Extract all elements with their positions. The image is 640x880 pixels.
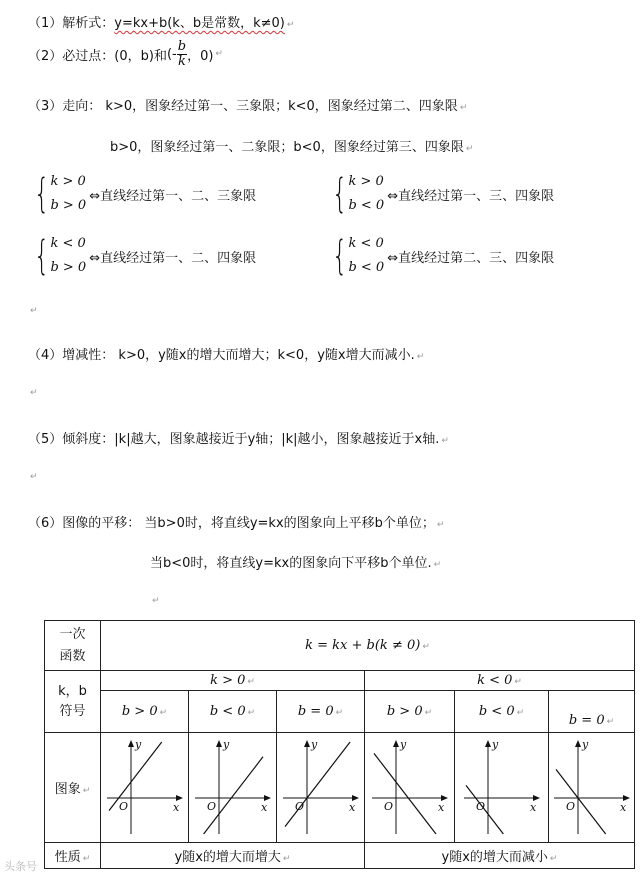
item-3-line2-row [110,136,473,155]
k-negative-cell [365,671,635,691]
b-cell [189,691,277,733]
function-line [466,785,503,834]
item-3-line1: k>0，图象经过第一、三象限；k<0，图象经过第二、四象限 [105,99,458,114]
item-2-open: (- [166,46,177,62]
paragraph-mark: ↵ [30,472,38,482]
b-positive-label: b > 0 [121,704,158,719]
graph [550,734,634,838]
paragraph-mark: ↵ [30,388,38,398]
item-2 [28,40,223,68]
b-positive-label: b > 0 [386,704,423,719]
fraction-numerator: b [177,39,187,54]
y-axis-label: y [310,737,317,751]
origin-label: O [118,799,128,813]
x-axis-label: x [529,800,536,814]
item-4-text: k>0，y随x的增大而增大；k<0，y随x增大而减小. [118,348,415,363]
b-zero-label: b = 0 [297,704,334,719]
x-axis-label: x [437,800,444,814]
b-cell [101,691,189,733]
item-6-line2: 当b<0时，将直线y=kx的图象向下平移b个单位. [150,556,432,571]
paragraph-mark: ↵ [416,352,425,362]
paragraph-mark: ↵ [247,708,256,718]
property-decreasing [365,843,635,869]
item-2-and: 和 [153,48,167,64]
y-axis-arrow-icon [216,740,222,747]
item-1 [28,12,294,31]
case-2-cond-b: b < 0 [348,198,385,213]
k-negative-label: k < 0 [477,673,513,688]
case-2-result: ⇔直线经过第一、三、四象限 [387,188,555,204]
item-2-point1: (0，b) [114,48,154,64]
property-increasing-label: y随x的增大而增大 [174,850,281,865]
item-5 [28,428,449,447]
paragraph-mark: ↵ [82,786,91,796]
item-2-fraction [177,40,187,68]
graph [191,734,275,838]
graph [103,734,187,838]
case-3-cond-k: k < 0 [50,236,86,251]
graph-cell [455,733,549,843]
case-4-cond-k: k < 0 [348,236,384,251]
watermark: 头条号 [4,860,37,873]
b-cell [549,691,635,733]
graph-cell [277,733,365,843]
case-2 [322,170,554,218]
table-formula: k = kx + b(k ≠ 0) [305,638,421,653]
paragraph-mark: ↵ [215,49,223,60]
origin-label: O [383,799,393,813]
table-row [45,671,635,691]
brace-icon: { [34,233,50,279]
function-line [203,756,262,833]
b-cell [365,691,455,733]
graph-cell [549,733,635,843]
b-negative-label: b < 0 [209,704,246,719]
item-5-label: （5）倾斜度： [28,432,115,447]
paragraph-mark: ↵ [30,306,38,316]
table-row [45,733,635,843]
table-row [45,843,635,869]
item-2-close: ，0) [187,48,214,64]
paragraph-mark: ↵ [282,854,291,864]
y-axis-arrow-icon [128,740,134,747]
item-2-label: （2）必过点： [28,48,115,64]
graph [460,734,544,838]
graph-cell [365,733,455,843]
y-axis-label: y [581,737,588,751]
y-axis-arrow-icon [485,740,491,747]
paragraph-mark: ↵ [436,520,445,530]
item-1-formula: y=kx+b(k、b是常数，k≠0) [114,16,285,31]
item-5-text: |k|越大，图象越接近于y轴；|k|越小，图象越接近于x轴. [114,432,440,447]
table-row [45,621,635,671]
header-function [45,621,101,671]
paragraph-mark: ↵ [424,708,433,718]
x-axis-label: x [260,800,267,814]
paragraph-mark: ↵ [286,20,295,30]
paragraph-mark: ↵ [441,436,449,446]
paragraph-mark: ↵ [549,854,558,864]
x-axis-label: x [619,800,626,814]
case-1-cond-b: b > 0 [50,198,87,213]
paragraph-mark: ↵ [465,144,474,154]
item-6 [28,512,444,531]
item-6-line1: 当b>0时，将直线y=kx的图象向上平移b个单位； [144,516,435,531]
header-graph-label: 图象 [54,782,81,797]
graph-cell [189,733,277,843]
table-row [45,691,635,733]
property-decreasing-label: y随x的增大而减小 [441,850,548,865]
header-function-label: 一次函数 [59,626,86,664]
header-property [45,843,101,869]
case-1 [24,170,256,218]
b-cell [277,691,365,733]
case-4 [322,232,554,280]
paragraph-mark: ↵ [433,560,442,570]
case-1-cond-k: k > 0 [50,174,86,189]
header-graph [45,733,101,843]
brace-icon: { [332,233,348,279]
brace-icon: { [34,171,50,217]
item-1-label: （1）解析式： [28,16,115,31]
item-3-line2: b>0，图象经过第一、二象限；b<0，图象经过第三、四象限 [110,140,464,155]
origin-label: O [475,799,485,813]
y-axis-label: y [399,737,406,751]
function-line [109,742,162,811]
origin-label: O [206,799,216,813]
x-axis-label: x [348,800,355,814]
y-axis-arrow-icon [393,740,399,747]
case-1-result: ⇔直线经过第一、二、三象限 [89,188,257,204]
origin-label: O [294,799,304,813]
paragraph-mark: ↵ [335,708,344,718]
y-axis-label: y [222,737,229,751]
brace-icon: { [332,171,348,217]
case-2-cond-k: k > 0 [348,174,384,189]
item-6-line2-row [150,552,441,571]
function-line [285,742,350,827]
case-3-result: ⇔直线经过第一、二、四象限 [89,250,257,266]
y-axis-arrow-icon [304,740,310,747]
item-6-label: （6）图像的平移： [28,516,141,531]
item-3-label: （3）走向： [28,99,102,114]
paragraph-mark: ↵ [514,677,522,687]
case-4-result: ⇔直线经过第二、三、四象限 [387,250,555,266]
x-axis-label: x [172,800,179,814]
paragraph-mark: ↵ [459,103,468,113]
function-line [374,753,436,834]
header-sign [45,671,101,733]
summary-table [44,620,635,869]
function-line [556,769,606,834]
graph [279,734,363,838]
paragraph-mark: ↵ [422,642,430,652]
fraction-denominator: k [177,53,186,69]
paragraph-mark: ↵ [516,708,525,718]
header-property-label: 性质 [54,850,81,865]
paragraph-mark: ↵ [82,854,91,864]
item-4-label: （4）增减性： [28,348,115,363]
y-axis-label: y [134,737,141,751]
header-sign-label: k，b符号 [58,683,87,719]
paragraph-mark: ↵ [606,717,615,727]
graph [368,734,452,838]
graph-cell [101,733,189,843]
paragraph-mark: ↵ [247,677,255,687]
paragraph-mark: ↵ [159,708,168,718]
case-4-cond-b: b < 0 [348,260,385,275]
b-zero-label: b = 0 [568,713,605,728]
origin-label: O [565,799,575,813]
item-4 [28,344,424,363]
b-negative-label: b < 0 [478,704,515,719]
paragraph-mark: ↵ [152,596,160,606]
b-cell [455,691,549,733]
y-axis-label: y [491,737,498,751]
k-positive-cell [101,671,365,691]
item-3 [28,95,467,114]
property-increasing [101,843,365,869]
y-axis-arrow-icon [575,740,581,747]
case-3 [24,232,256,280]
case-3-cond-b: b > 0 [50,260,87,275]
k-positive-label: k > 0 [210,673,246,688]
formula-cell [101,621,635,671]
